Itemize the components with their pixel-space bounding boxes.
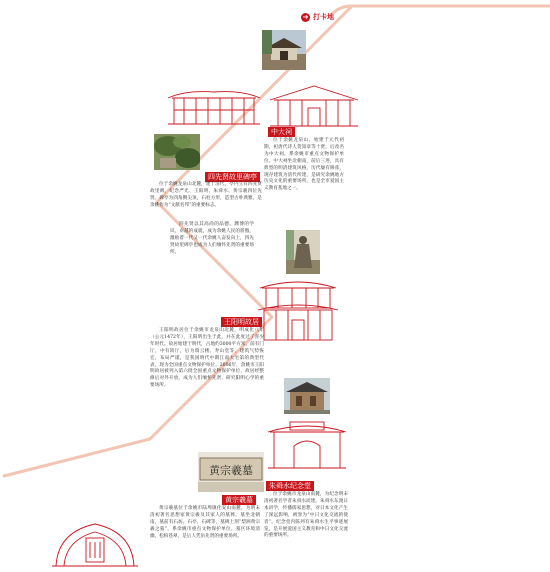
checkin-label: 打卡地 [313, 13, 334, 21]
title-wangyangming: 王阳明故居 [221, 317, 262, 327]
sketch-wangyangming-residence [256, 276, 340, 344]
photo-zhongdaci-gate [262, 30, 306, 70]
sketch-zhushunshui-gate [266, 418, 348, 472]
text-wangyangming: 王阳明故居位于余姚市龙泉山北麓，明成化八年（公元1472年），王阳明出生于此，并在此度过了青少年时代。故居始建于明代，占地约3000平方米，前有门厅，中有轿厅，后为瑞云楼、寿山堂等，建筑气势恢宏，布局严谨，是我国明代中期江南大宅第的典型代表，现为全国重点文物保护单位。2006年，余姚市王阳明故居被列入第六批全国重点文物保护单位，故居经整修后对外开放，成为人们缅怀先贤、研究阳明心学的重要场所。 [150, 328, 264, 389]
text-sixian-2: 四先贤以其高尚的品德、渊博的学识、卓越的成就，成为余姚人民的骄傲，激励着一代又一代余姚人奋发向上，四先贤故里碑亭也成为人们缅怀先贤的重要场所。 [170, 222, 254, 255]
title-sixian: 四先贤故里碑亭 [205, 172, 260, 182]
photo-zhushunshui-hall [284, 378, 330, 414]
arrow-right-circle-icon: ➜ [302, 12, 309, 21]
title-zhushunshui: 朱舜水纪念堂 [266, 481, 314, 491]
photo-sixian-garden [154, 134, 200, 170]
checkin-header [301, 12, 334, 22]
title-zhongdaci: 中大祠 [268, 127, 295, 137]
sketch-huangzongxi-tomb [52, 518, 138, 570]
title-huangzongxi: 黄宗羲墓 [222, 495, 256, 505]
photo-huangzongxi-plaque [198, 452, 264, 492]
sketch-sixian-pavilion [166, 88, 262, 128]
text-sixian: 位于余姚龙泉山北麓，建于清代，亭内立有四先贤故里碑，纪念严光、王阳明、朱舜水、黄宗羲四位先贤。碑亭为四角攒尖顶，石柱方形，造型古朴典雅，是余姚作为“文献名邦”的重要标志。 [150, 182, 262, 208]
photo-wangyangming-statue [286, 230, 320, 274]
text-huangzongxi: 黄宗羲墓位于余姚市陆埠镇化安山南麓，为明末清初著名思想家黄宗羲及其家人的墓葬。墓坐北朝南，墓前有石坊、石亭、石碑等，墓碑上刻“梨洲黄宗羲之墓”，系余姚市重点文物保护单位。墓区环境清幽，松柏苍翠，是后人凭吊先贤的重要场所。 [150, 506, 260, 539]
text-zhongdaci: 位于余姚龙泉山，始建于元代初期，祀唐代诗人贺知章等十贤，后改名为中大祠，系余姚市重点文物保护单位。中大祠坐北朝南，前后三进，具有典型的明清建筑风格，历代屡有修葺，现存建筑为清代所建，是研究余姚地方历史文化的重要场所，也是全市爱国主义教育基地之一。 [264, 138, 344, 192]
text-zhushunshui: 位于余姚市龙泉山南麓，为纪念明末清初著名学者朱舜水而建。朱舜水东渡日本讲学，传播儒家思想，对日本文化产生了深远影响，被誉为“中日文化交流的使者”。纪念堂内陈列有朱舜水生平事迹展览，是开展爱国主义教育和中日文化交流的重要场所。 [264, 492, 348, 539]
svg-text:黄宗羲墓: 黄宗羲墓 [209, 464, 253, 477]
sketch-zhongdaci [268, 84, 360, 128]
